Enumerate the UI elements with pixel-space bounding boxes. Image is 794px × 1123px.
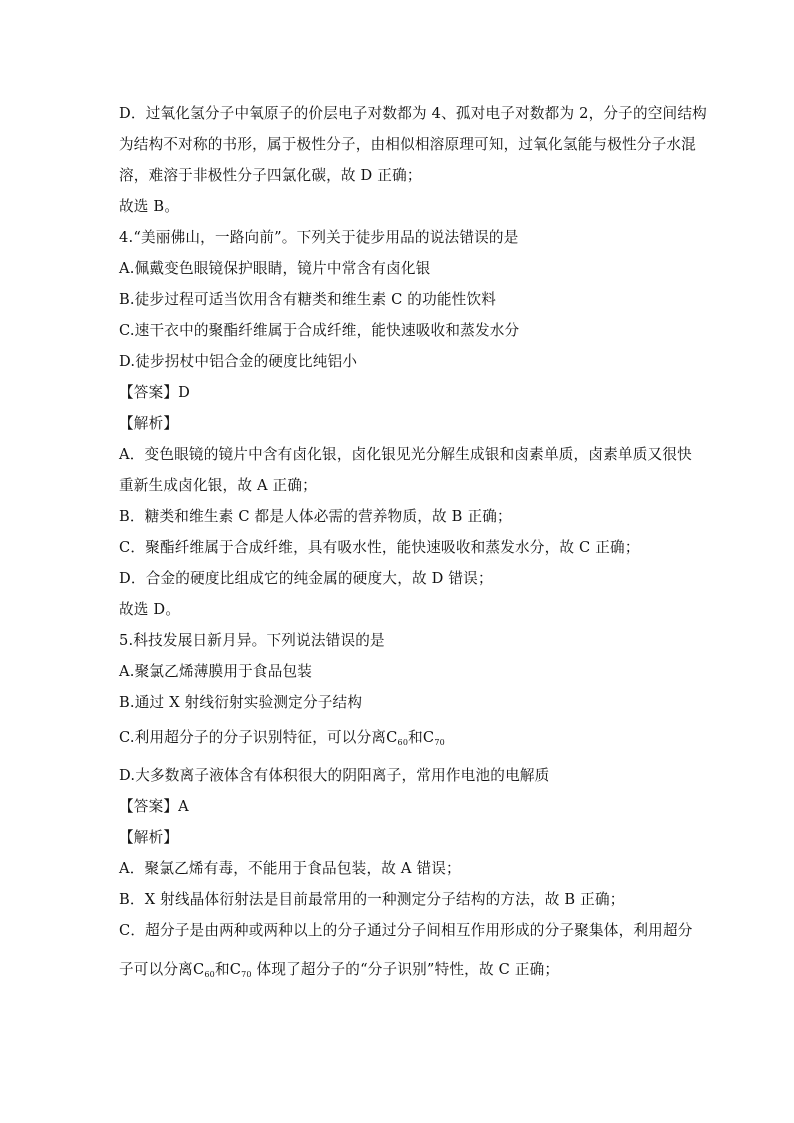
text-run: C.利用超分子的分子识别特征，可以分离C: [119, 729, 398, 746]
subscript: 70: [241, 970, 252, 979]
text-line: B．糖类和维生素 C 都是人体必需的营养物质，故 B 正确；: [119, 508, 512, 525]
text-line: A．变色眼镜的镜片中含有卤化银，卤化银见光分解生成银和卤素单质，卤素单质又很快: [119, 446, 692, 463]
text-run: 和C: [408, 729, 435, 746]
text-line: [119, 960, 675, 980]
text-line: 溶，难溶于非极性分子四氯化碳，故 D 正确；: [119, 167, 422, 184]
text-line: 重新生成卤化银，故 A 正确；: [119, 477, 317, 494]
text-run: 子可以分离C: [119, 961, 205, 978]
text-line: D．过氧化氢分子中氧原子的价层电子对数都为 4、孤对电子对数都为 2，分子的空间结构: [119, 105, 707, 122]
question-4-option-a: A.佩戴变色眼镜保护眼睛，镜片中常含有卤化银: [119, 260, 431, 277]
question-5-stem: 5.科技发展日新月异。下列说法错误的是: [119, 632, 385, 649]
text-line: B．X 射线晶体衍射法是目前最常用的一种测定分子结构的方法，故 B 正确；: [119, 891, 625, 908]
question-4-option-d: D.徒步拐杖中铝合金的硬度比纯铝小: [119, 353, 358, 370]
question-4-stem: 4.“美丽佛山，一路向前”。下列关于徒步用品的说法错误的是: [119, 229, 519, 246]
text-run: 和C: [214, 961, 242, 978]
subscript: 60: [397, 738, 409, 747]
answer-label: 【答案】A: [119, 798, 189, 815]
analysis-label: 【解析】: [119, 415, 179, 432]
subscript: 70: [434, 738, 445, 747]
text-line: D．合金的硬度比组成它的纯金属的硬度大，故 D 错误；: [119, 570, 493, 587]
question-5-option-a: A.聚氯乙烯薄膜用于食品包装: [119, 663, 313, 680]
text-line: 故选 D。: [119, 601, 181, 618]
question-4-option-c: C.速干衣中的聚酯纤维属于合成纤维，能快速吸收和蒸发水分: [119, 322, 520, 339]
analysis-label: 【解析】: [119, 829, 179, 846]
text-line: 为结构不对称的书形，属于极性分子，由相似相溶原理可知，过氧化氢能与极性分子水混: [119, 136, 696, 153]
subscript: 60: [204, 970, 215, 979]
question-4-option-b: B.徒步过程可适当饮用含有糖类和维生素 C 的功能性饮料: [119, 291, 497, 308]
text-line: C．聚酯纤维属于合成纤维，具有吸水性，能快速吸收和蒸发水分，故 C 正确；: [119, 539, 640, 556]
question-5-option-d: D.大多数离子液体含有体积很大的阴阳离子，常用作电池的电解质: [119, 767, 550, 784]
text-line: 故选 B。: [119, 198, 180, 215]
question-5-option-b: B.通过 X 射线衍射实验测定分子结构: [119, 694, 363, 711]
text-run: 体现了超分子的“分子识别”特性，故 C 正确；: [251, 961, 560, 978]
text-line: C．超分子是由两种或两种以上的分子通过分子间相互作用形成的分子聚集体，利用超分: [119, 922, 693, 939]
answer-label: 【答案】D: [119, 384, 191, 401]
text-line: A．聚氯乙烯有毒，不能用于食品包装，故 A 错误；: [119, 860, 461, 877]
question-5-option-c: [119, 728, 675, 748]
